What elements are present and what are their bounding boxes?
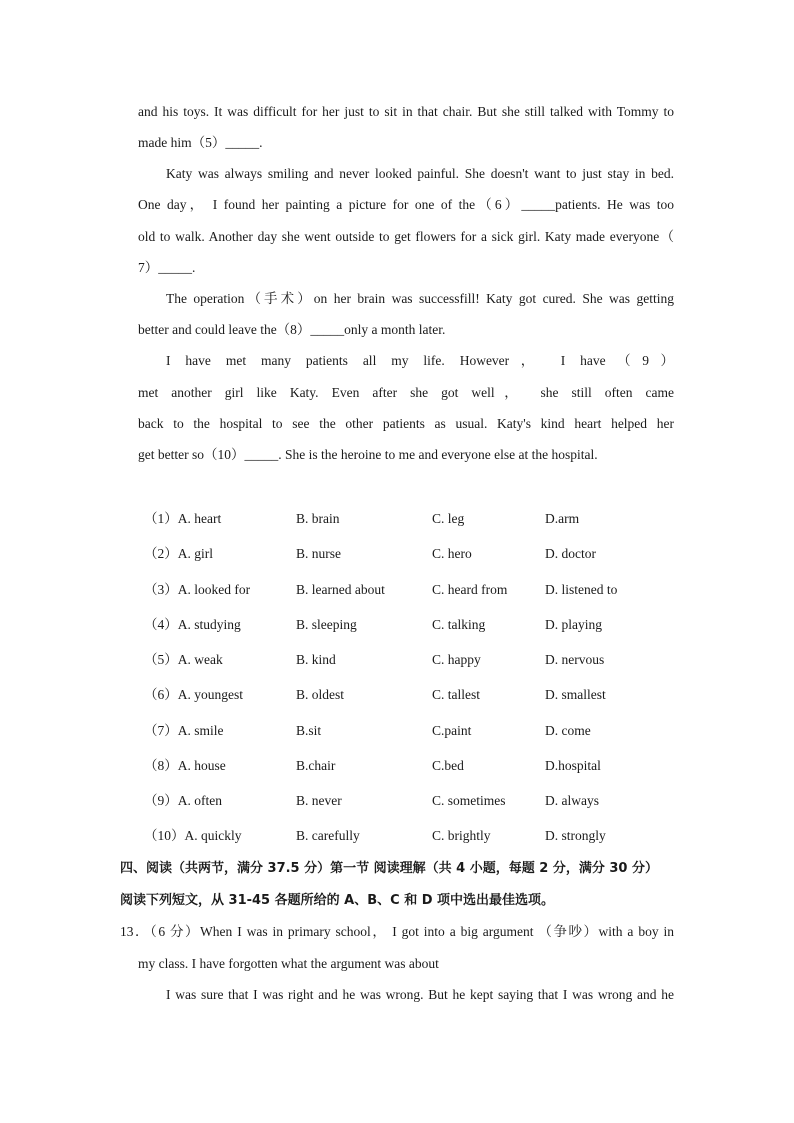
option-d: D.arm [545,511,580,526]
option-row-5 [144,651,664,669]
passage-line-2: made him（5）_____. [138,135,263,150]
option-a: （7）A. smile [144,723,224,738]
option-a: （1）A. heart [144,511,222,526]
passage-line-4: One day， I found her painting a picture for one of the（6）_____patients. He was too [138,197,674,212]
option-b: B. learned about [296,582,385,597]
passage-line-5: old to walk. Another day she went outside to get flowers for a sick girl. Katy made everyone（ [138,229,674,244]
option-b: B. nurse [296,546,341,561]
option-c: C. leg [432,511,465,526]
option-a: （9）A. often [144,793,222,808]
question-13-line-1: 13．（6 分）When I was in primary school， I got into a big argument （争吵）with a boy in [120,924,674,939]
option-a: （10）A. quickly [144,828,242,843]
option-row-7 [144,722,664,740]
option-c: C.paint [432,723,472,738]
option-row-3 [144,581,664,599]
option-row-9 [144,792,664,810]
option-d: D. listened to [545,582,618,597]
option-c: C. heard from [432,582,508,597]
passage-line-8: better and could leave the（8）_____only a month later. [138,322,446,337]
option-a: （5）A. weak [144,652,223,667]
option-b: B. kind [296,652,336,667]
option-c: C. sometimes [432,793,506,808]
passage-line-1: and his toys. It was difficult for her just to sit in that chair. But she still talked with Tommy to [138,104,674,119]
option-b: B. carefully [296,828,360,843]
option-row-8 [144,757,664,775]
option-d: D. smallest [545,687,606,702]
option-row-6 [144,686,664,704]
option-c: C.bed [432,758,464,773]
option-c: C. hero [432,546,472,561]
passage-line-3: Katy was always smiling and never looked painful. She doesn't want to just stay in bed. [166,166,674,181]
passage-line-12: get better so（10）_____. She is the heroine to me and everyone else at the hospital. [138,447,598,462]
option-b: B.sit [296,723,322,738]
option-d: D. always [545,793,599,808]
option-a: （6）A. youngest [144,687,243,702]
option-d: D. playing [545,617,602,632]
passage-line-9: I have met many patients all my life. However， I have（9） [166,353,674,368]
section-instruction: 阅读下列短文，从 31-45 各题所给的 A、B、C 和 D 项中选出最佳选项。 [120,893,555,908]
option-c: C. tallest [432,687,480,702]
option-a: （3）A. looked for [144,582,251,597]
option-row-2 [144,545,664,563]
option-d: D. doctor [545,546,596,561]
option-d: D.hospital [545,758,601,773]
option-b: B. never [296,793,342,808]
option-a: （4）A. studying [144,617,241,632]
option-b: B. brain [296,511,340,526]
passage-line-6: 7）_____. [138,260,196,275]
option-row-10 [144,827,664,845]
option-a: （8）A. house [144,758,226,773]
passage-line-11: back to the hospital to see the other patients as usual. Katy's kind heart helped her [138,416,674,431]
option-c: C. brightly [432,828,491,843]
option-b: B.chair [296,758,336,773]
option-d: D. nervous [545,652,605,667]
option-d: D. strongly [545,828,606,843]
option-b: B. oldest [296,687,345,702]
option-c: C. happy [432,652,481,667]
passage-line-7: The operation（手术）on her brain was successfill! Katy got cured. She was getting [166,291,674,306]
option-a: （2）A. girl [144,546,213,561]
question-13-line-3: I was sure that I was right and he was wrong. But he kept saying that I was wrong and he [166,987,674,1002]
option-b: B. sleeping [296,617,357,632]
question-13-line-2: my class. I have forgotten what the argument was about [138,956,439,971]
option-row-1 [144,510,664,528]
section-heading: 四、阅读（共两节，满分 37.5 分）第一节 阅读理解（共 4 小题，每题 2 分，满分 30 分） [120,861,658,876]
passage-line-10: met another girl like Katy. Even after she got well， she still often came [138,385,674,400]
option-row-4 [144,616,664,634]
option-d: D. come [545,723,591,738]
option-c: C. talking [432,617,486,632]
